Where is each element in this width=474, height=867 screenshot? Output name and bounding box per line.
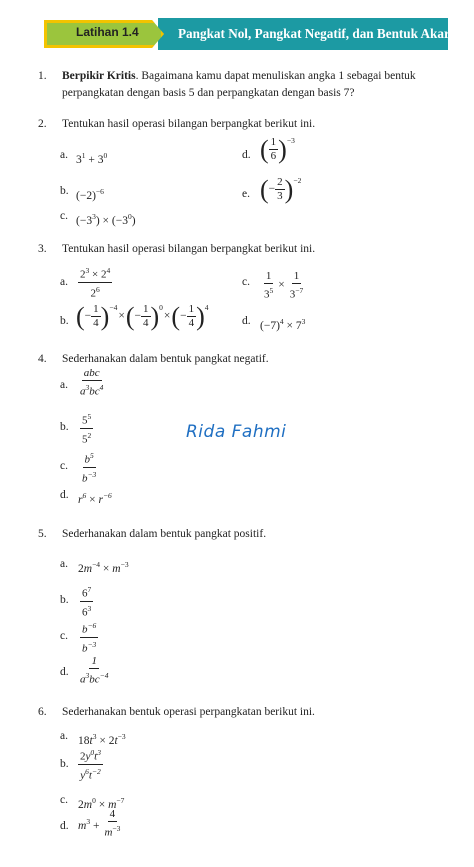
q5-a-expr: $2m^{-4} \times m^{-3}$: [78, 560, 129, 575]
q2-a-label: a.: [60, 149, 68, 161]
q4-a-label: a.: [60, 379, 68, 391]
q2-c-expr: $(-3^3) \times (-3^0)$: [76, 212, 136, 227]
q4-a-expr: $\frac{\text{abc}}{a^3bc^4}$: [80, 367, 104, 398]
exercise-tab-label: Latihan 1.4: [76, 25, 139, 39]
q6-d-expr: $m^3$ + $\frac{4}{m^{-3}}$: [78, 808, 121, 839]
q2-e-label: e.: [242, 188, 250, 200]
q6-a-label: a.: [60, 730, 68, 742]
q4-text: Sederhanakan dalam bentuk pangkat negatif.: [62, 353, 269, 365]
q5-b-label: b.: [60, 594, 69, 606]
q4-number: 4.: [38, 353, 47, 365]
q2-number: 2.: [38, 118, 47, 130]
watermark-text: Rida Fahmi: [186, 422, 287, 442]
q4-c-expr: $\frac{b^5}{b^{-3}}$: [82, 451, 97, 485]
q3-d-label: d.: [242, 315, 251, 327]
q4-b-expr: $\frac{5^5}{5^2}$: [82, 412, 92, 446]
q2-d-expr: ( $\frac{1}{6}$ ) $^{-3}$: [260, 134, 295, 164]
q6-a-expr: $18t^3 \times 2t^{-3}$: [78, 732, 126, 747]
q6-b-label: b.: [60, 758, 69, 770]
q3-b-label: b.: [60, 315, 69, 327]
q5-d-expr: $\frac{1}{a^3bc^{-4}}$: [80, 655, 109, 686]
q3-text: Tentukan hasil operasi bilangan berpangkat berikut ini.: [62, 243, 316, 255]
q6-b-expr: $\frac{2y^0t^3}{y^6t^{-2}}$: [80, 748, 101, 782]
q2-d-label: d.: [242, 149, 251, 161]
q1-line1: [62, 68, 416, 85]
q2-b-expr: $(-2)^{-6}$: [76, 187, 104, 202]
q5-number: 5.: [38, 528, 47, 540]
q4-d-expr: $r^6 \times r^{-6}$: [78, 491, 112, 506]
q6-c-expr: $2m^0 \times m^{-7}$: [78, 796, 125, 811]
q2-c-label: c.: [60, 210, 68, 222]
q3-c-expr: $\frac{1}{3^5}$ × $\frac{1}{3^{-7}}$: [264, 270, 304, 301]
q5-c-expr: $\frac{b^{-6}}{b^{-3}}$: [82, 621, 97, 655]
q6-text: Sederhanakan bentuk operasi perpangkatan berikut ini.: [62, 706, 315, 718]
q3-d-expr: $(-7)^4 \times 7^3$: [260, 317, 306, 332]
q4-c-label: c.: [60, 460, 68, 472]
q3-b-expr: ( − $\frac{1}{4}$ ) $^{-4}$ × ( − $\frac{1}{4}$ ) $^0$ × ( − $\frac{1}{4}$ ) $^4$: [76, 301, 209, 331]
q6-c-label: c.: [60, 794, 68, 806]
q4-d-label: d.: [60, 489, 69, 501]
q1-line2: perpangkatan dengan basis 5 dan perpangkatan dengan basis 7?: [62, 87, 355, 99]
section-title: Pangkat Nol, Pangkat Negatif, dan Bentuk Akar: [178, 26, 450, 41]
q5-a-label: a.: [60, 558, 68, 570]
q6-number: 6.: [38, 706, 47, 718]
q1-number: 1.: [38, 70, 47, 82]
q3-a-expr: $\frac{2^3 \times 2^4}{2^6}$: [80, 266, 111, 300]
q1-text1: . Bagaimana kamu dapat menuliskan angka 1 sebagai bentuk: [135, 70, 416, 82]
q1-bold: Berpikir Kritis: [62, 70, 136, 82]
q2-text: Tentukan hasil operasi bilangan berpangkat berikut ini.: [62, 118, 316, 130]
q3-c-label: c.: [242, 276, 250, 288]
q5-text: Sederhanakan dalam bentuk pangkat positif.: [62, 528, 267, 540]
q6-d-label: d.: [60, 820, 69, 832]
q2-a-expr: $3^1 + 3^0$: [76, 151, 108, 166]
q2-e-expr: ( − $\frac{2}{3}$ ) $^{-2}$: [260, 174, 302, 204]
q2-b-label: b.: [60, 185, 69, 197]
q3-number: 3.: [38, 243, 47, 255]
q3-a-label: a.: [60, 276, 68, 288]
q4-b-label: b.: [60, 421, 69, 433]
q5-b-expr: $\frac{6^7}{6^3}$: [82, 585, 92, 619]
q5-c-label: c.: [60, 630, 68, 642]
q5-d-label: d.: [60, 666, 69, 678]
